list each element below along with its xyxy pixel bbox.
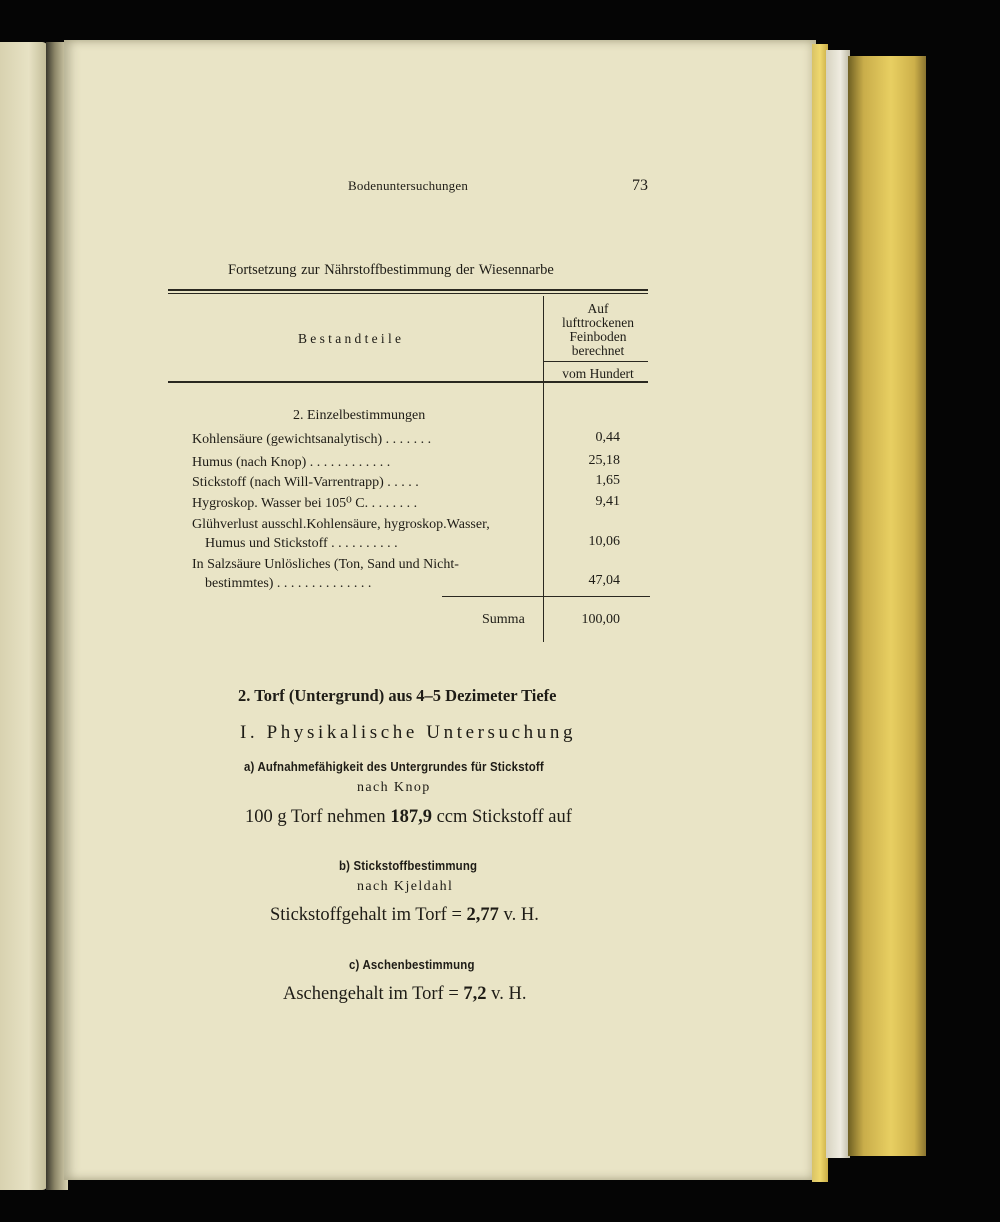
column-header-line: Auf	[587, 301, 609, 316]
row-label-line: Hygroskop. Wasser bei 105⁰ C. . . . . . . .	[192, 496, 418, 511]
statement-text: 100 g Torf nehmen	[245, 807, 391, 827]
statement-text: v. H.	[486, 984, 527, 1004]
sum-label: Summa	[482, 612, 525, 627]
statement-value: 187,9	[390, 807, 432, 827]
row-label-line: In Salzsäure Unlösliches (Ton, Sand und Nicht-	[192, 557, 459, 572]
row-label-line: bestimmtes) . . . . . . . . . . . . . .	[205, 576, 372, 591]
table-row-label	[192, 453, 532, 472]
table-row-label	[192, 473, 532, 492]
column-header-line: berechnet	[571, 343, 625, 358]
part-heading: I. Physikalische Untersuchung	[240, 722, 577, 743]
column-divider	[543, 296, 544, 642]
row-label-line: Humus (nach Knop) . . . . . . . . . . . .	[192, 455, 391, 470]
row-label-line: Humus und Stickstoff . . . . . . . . . .	[205, 536, 398, 551]
left-page-edge	[0, 42, 48, 1190]
table-row-label	[192, 430, 532, 449]
section-heading-text: 2. Torf (Untergrund) aus 4–5 Dezimeter Tiefe	[238, 686, 557, 705]
column-header-line: lufttrockenen	[562, 315, 634, 330]
column-header-line: Feinboden	[569, 329, 627, 344]
table-row-label	[192, 555, 532, 593]
unit-rule	[544, 361, 648, 362]
statement-value: 2,77	[466, 905, 499, 925]
column-unit: vom Hundert	[562, 366, 634, 381]
statement-text: Stickstoffgehalt im Torf =	[270, 905, 467, 925]
sum-value: 100,00	[581, 612, 620, 627]
row-label-line: Stickstoff (nach Will-Varrentrapp) . . . . .	[192, 475, 419, 490]
table-row-value: 47,04	[588, 573, 620, 588]
subsection-b-statement	[270, 905, 539, 926]
statement-text: Aschengehalt im Torf =	[283, 984, 464, 1004]
table-row-value: 10,06	[588, 534, 620, 549]
section-heading	[238, 686, 557, 706]
subsection-b-heading: b) Stickstoffbestimmung	[339, 858, 478, 873]
statement-text: ccm Stickstoff auf	[431, 807, 572, 827]
table-row-label	[192, 494, 532, 513]
row-label-line: Glühverlust ausschl.Kohlensäure, hygroskop.Wasser,	[192, 517, 490, 532]
table-top-rule-2	[168, 293, 648, 294]
table-row-label	[192, 515, 532, 553]
sum-rule	[442, 596, 650, 597]
table-row-value: 1,65	[595, 473, 620, 488]
subsection-a-heading: a) Aufnahmefähigkeit des Untergrundes für Stickstoff	[244, 759, 544, 774]
subsection-a-statement	[245, 807, 572, 828]
page-stack	[826, 50, 850, 1158]
row-label-line: Kohlensäure (gewichtsanalytisch) . . . . . . .	[192, 432, 432, 447]
subsection-a-method: nach Knop	[357, 780, 431, 795]
subsection-c-heading: c) Aschenbestimmung	[349, 957, 475, 972]
page-number: 73	[632, 177, 648, 194]
table-row-value: 0,44	[595, 430, 620, 445]
statement-value: 7,2	[463, 984, 487, 1004]
table-section-title: 2. Einzelbestimmungen	[293, 408, 426, 423]
running-head: Bodenuntersuchungen	[348, 178, 469, 193]
table-caption: Fortsetzung zur Nährstoffbestimmung der Wiesennarbe	[228, 262, 554, 278]
book-page	[64, 40, 816, 1180]
subsection-b-method: nach Kjeldahl	[357, 879, 454, 894]
column-header-bestandteile: Bestandteile	[298, 331, 405, 346]
column-header-auf	[548, 302, 648, 358]
table-row-value: 9,41	[595, 494, 620, 509]
table-top-rule	[168, 289, 648, 291]
book-cover-edge	[848, 56, 926, 1156]
statement-text: v. H.	[498, 905, 539, 925]
table-row-value: 25,18	[588, 453, 620, 468]
subsection-c-statement	[283, 984, 526, 1005]
